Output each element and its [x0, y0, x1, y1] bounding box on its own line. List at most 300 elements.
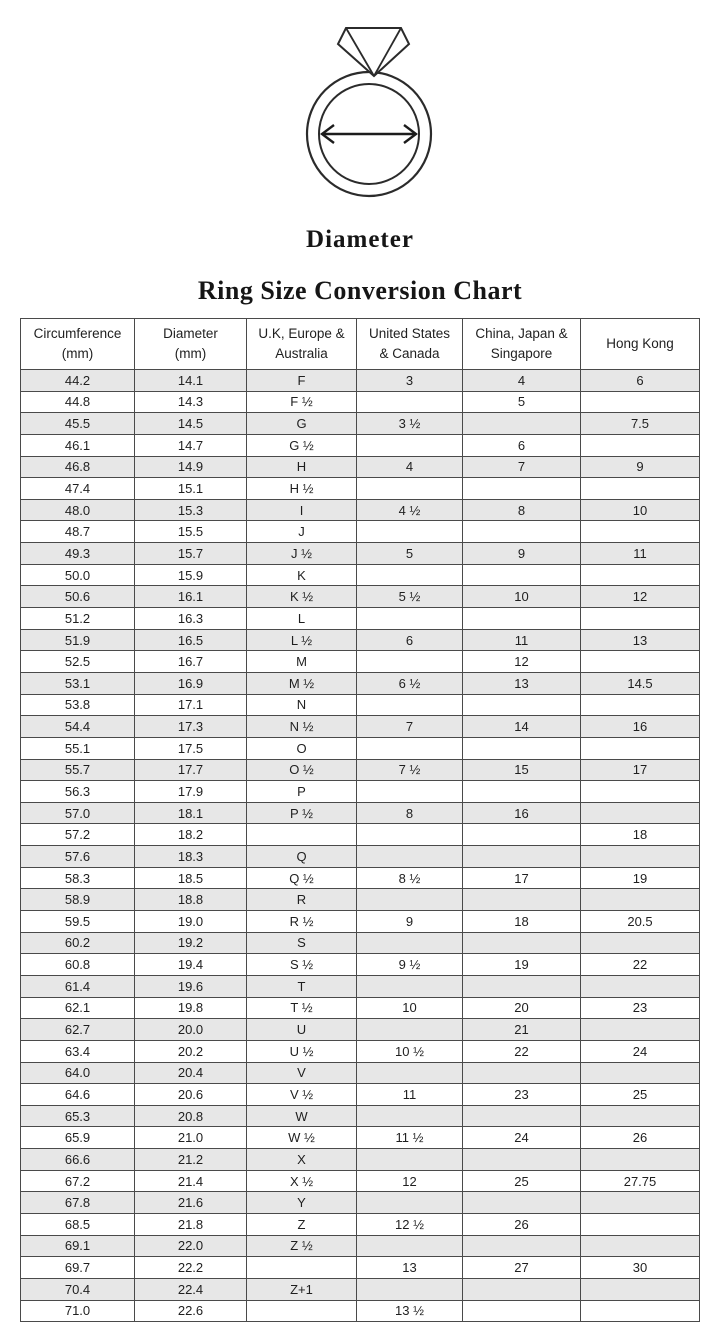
table-cell	[463, 846, 581, 868]
table-row	[21, 1257, 700, 1279]
table-cell	[247, 1257, 357, 1279]
table-cell: 65.9	[21, 1127, 135, 1149]
table-row	[21, 586, 700, 608]
table-cell: 55.7	[21, 759, 135, 781]
table-cell: 5	[463, 391, 581, 413]
table-cell	[463, 737, 581, 759]
table-cell: V	[247, 1062, 357, 1084]
table-cell: 67.8	[21, 1192, 135, 1214]
table-cell	[581, 932, 700, 954]
table-cell: 16.1	[135, 586, 247, 608]
table-cell: 4	[463, 370, 581, 392]
table-cell: W ½	[247, 1127, 357, 1149]
table-cell: 6	[581, 370, 700, 392]
column-header-line: (mm)	[174, 346, 207, 361]
table-cell: 67.2	[21, 1170, 135, 1192]
column-header	[581, 319, 700, 370]
table-cell	[463, 1192, 581, 1214]
table-row	[21, 975, 700, 997]
table-cell: 7.5	[581, 413, 700, 435]
table-cell: Z	[247, 1213, 357, 1235]
table-row	[21, 1149, 700, 1171]
table-cell: 7	[463, 456, 581, 478]
table-cell	[463, 478, 581, 500]
table-cell: 23	[463, 1084, 581, 1106]
table-row	[21, 1084, 700, 1106]
table-row	[21, 478, 700, 500]
table-row	[21, 391, 700, 413]
table-cell: 24	[463, 1127, 581, 1149]
table-cell	[357, 975, 463, 997]
table-cell: 16	[463, 802, 581, 824]
table-cell: 12 ½	[357, 1213, 463, 1235]
column-header	[135, 319, 247, 370]
table-cell	[581, 1105, 700, 1127]
table-cell: S ½	[247, 954, 357, 976]
table-cell: 56.3	[21, 781, 135, 803]
table-row	[21, 1062, 700, 1084]
table-cell	[357, 1019, 463, 1041]
table-cell: 44.8	[21, 391, 135, 413]
table-cell: 15.5	[135, 521, 247, 543]
table-cell: 21.6	[135, 1192, 247, 1214]
table-cell: 3 ½	[357, 413, 463, 435]
table-cell: 69.1	[21, 1235, 135, 1257]
table-cell: U ½	[247, 1040, 357, 1062]
table-cell	[357, 781, 463, 803]
table-cell	[581, 478, 700, 500]
column-header-line: Circumference	[33, 325, 122, 341]
table-cell: 19	[463, 954, 581, 976]
table-cell: N	[247, 694, 357, 716]
table-cell: I	[247, 499, 357, 521]
table-cell	[463, 781, 581, 803]
table-cell: R	[247, 889, 357, 911]
table-cell: 11	[463, 629, 581, 651]
table-cell: 20.8	[135, 1105, 247, 1127]
table-cell	[357, 1235, 463, 1257]
page-title: Ring Size Conversion Chart	[197, 276, 523, 305]
table-cell	[581, 1235, 700, 1257]
table-cell: 19.6	[135, 975, 247, 997]
column-header-line: (mm)	[61, 346, 94, 361]
table-cell: 9	[357, 911, 463, 933]
table-cell	[247, 1300, 357, 1322]
table-cell	[463, 1105, 581, 1127]
table-cell: 54.4	[21, 716, 135, 738]
table-row	[21, 716, 700, 738]
table-cell: 9	[581, 456, 700, 478]
table-cell: 22.0	[135, 1235, 247, 1257]
table-cell: 13	[357, 1257, 463, 1279]
table-cell	[463, 694, 581, 716]
table-cell: 48.0	[21, 499, 135, 521]
table-cell: 45.5	[21, 413, 135, 435]
table-row	[21, 737, 700, 759]
table-cell: 12	[581, 586, 700, 608]
table-cell: 18.3	[135, 846, 247, 868]
table-cell: 7	[357, 716, 463, 738]
table-cell	[581, 1278, 700, 1300]
table-cell: 6	[463, 434, 581, 456]
table-cell: 63.4	[21, 1040, 135, 1062]
table-cell: 71.0	[21, 1300, 135, 1322]
table-row	[21, 1278, 700, 1300]
table-cell: 22	[581, 954, 700, 976]
table-cell	[357, 608, 463, 630]
table-row	[21, 499, 700, 521]
table-cell: 6 ½	[357, 672, 463, 694]
table-cell: 14.5	[135, 413, 247, 435]
table-cell	[581, 1213, 700, 1235]
table-cell: 19	[581, 867, 700, 889]
table-body	[21, 370, 700, 1322]
table-cell: X ½	[247, 1170, 357, 1192]
table-cell	[357, 564, 463, 586]
table-cell: L ½	[247, 629, 357, 651]
table-cell: 70.4	[21, 1278, 135, 1300]
table-cell	[463, 564, 581, 586]
table-cell: 20	[463, 997, 581, 1019]
table-row	[21, 694, 700, 716]
table-cell: 27.75	[581, 1170, 700, 1192]
table-cell: Q	[247, 846, 357, 868]
table-cell: 17.9	[135, 781, 247, 803]
table-cell: 68.5	[21, 1213, 135, 1235]
table-row	[21, 1127, 700, 1149]
table-cell: 62.1	[21, 997, 135, 1019]
table-cell: 5 ½	[357, 586, 463, 608]
column-header-line: Hong Kong	[606, 335, 674, 351]
table-cell: 11 ½	[357, 1127, 463, 1149]
table-cell: 51.9	[21, 629, 135, 651]
table-cell: 10	[357, 997, 463, 1019]
table-row	[21, 932, 700, 954]
table-cell: 21.0	[135, 1127, 247, 1149]
table-cell: F ½	[247, 391, 357, 413]
table-cell: 16	[581, 716, 700, 738]
table-cell: 12	[463, 651, 581, 673]
table-cell	[581, 1019, 700, 1041]
table-row	[21, 456, 700, 478]
column-header	[357, 319, 463, 370]
table-cell: Z+1	[247, 1278, 357, 1300]
table-cell: 18.5	[135, 867, 247, 889]
table-cell	[357, 391, 463, 413]
table-cell	[463, 1235, 581, 1257]
table-cell	[357, 932, 463, 954]
table-cell: 22.2	[135, 1257, 247, 1279]
table-cell	[581, 846, 700, 868]
table-cell: 14.5	[581, 672, 700, 694]
column-header	[463, 319, 581, 370]
table-cell	[463, 975, 581, 997]
table-cell: 58.3	[21, 867, 135, 889]
table-cell: M	[247, 651, 357, 673]
table-cell: 22	[463, 1040, 581, 1062]
table-cell: 17	[463, 867, 581, 889]
table-cell: 21.4	[135, 1170, 247, 1192]
table-cell: 10	[463, 586, 581, 608]
table-cell: R ½	[247, 911, 357, 933]
table-row	[21, 413, 700, 435]
table-row	[21, 1235, 700, 1257]
table-cell	[463, 1062, 581, 1084]
table-cell: 5	[357, 543, 463, 565]
table-row	[21, 1040, 700, 1062]
table-cell	[357, 824, 463, 846]
table-cell: T ½	[247, 997, 357, 1019]
table-cell: 64.0	[21, 1062, 135, 1084]
table-cell: 13	[463, 672, 581, 694]
table-cell: 44.2	[21, 370, 135, 392]
table-cell: 22.6	[135, 1300, 247, 1322]
table-cell: 6	[357, 629, 463, 651]
table-cell	[581, 434, 700, 456]
table-cell: 50.6	[21, 586, 135, 608]
table-cell: 49.3	[21, 543, 135, 565]
table-cell: 18	[463, 911, 581, 933]
table-cell	[581, 391, 700, 413]
table-cell: 65.3	[21, 1105, 135, 1127]
table-cell	[463, 413, 581, 435]
column-header-line: Singapore	[490, 346, 553, 361]
table-cell: 15.1	[135, 478, 247, 500]
table-row	[21, 1192, 700, 1214]
table-cell: 18.8	[135, 889, 247, 911]
table-row	[21, 911, 700, 933]
table-cell: 66.6	[21, 1149, 135, 1171]
table-cell: W	[247, 1105, 357, 1127]
table-cell	[357, 478, 463, 500]
table-cell: 10 ½	[357, 1040, 463, 1062]
table-cell	[581, 608, 700, 630]
table-cell: 16.5	[135, 629, 247, 651]
table-cell: 8	[463, 499, 581, 521]
table-cell: 60.2	[21, 932, 135, 954]
table-cell: 18	[581, 824, 700, 846]
table-cell: 22.4	[135, 1278, 247, 1300]
table-cell: J	[247, 521, 357, 543]
table-header	[21, 319, 700, 370]
table-cell	[581, 694, 700, 716]
table-cell: 61.4	[21, 975, 135, 997]
table-cell: U	[247, 1019, 357, 1041]
table-row	[21, 1019, 700, 1041]
table-cell: 60.8	[21, 954, 135, 976]
table-cell	[357, 1192, 463, 1214]
table-row	[21, 889, 700, 911]
table-row	[21, 434, 700, 456]
table-cell: Y	[247, 1192, 357, 1214]
table-cell	[581, 975, 700, 997]
table-cell: 8 ½	[357, 867, 463, 889]
table-cell: 3	[357, 370, 463, 392]
table-cell: X	[247, 1149, 357, 1171]
table-cell: 8	[357, 802, 463, 824]
table-cell: 62.7	[21, 1019, 135, 1041]
table-cell	[581, 1149, 700, 1171]
table-cell	[463, 1278, 581, 1300]
table-cell	[463, 889, 581, 911]
table-cell	[247, 824, 357, 846]
table-cell: P	[247, 781, 357, 803]
table-cell	[463, 608, 581, 630]
table-cell: 19.2	[135, 932, 247, 954]
table-cell: Z ½	[247, 1235, 357, 1257]
table-cell: 19.4	[135, 954, 247, 976]
table-cell	[581, 1300, 700, 1322]
table-row	[21, 781, 700, 803]
table-cell: O ½	[247, 759, 357, 781]
table-cell: 53.1	[21, 672, 135, 694]
table-cell	[463, 932, 581, 954]
table-cell: 11	[357, 1084, 463, 1106]
table-cell: 26	[581, 1127, 700, 1149]
table-cell: 47.4	[21, 478, 135, 500]
table-cell: K	[247, 564, 357, 586]
table-cell: 46.1	[21, 434, 135, 456]
table-cell	[581, 1192, 700, 1214]
table-cell: 21.2	[135, 1149, 247, 1171]
table-cell: T	[247, 975, 357, 997]
table-cell	[581, 781, 700, 803]
column-header-line: Diameter	[163, 325, 218, 341]
table-cell: 48.7	[21, 521, 135, 543]
table-cell: 30	[581, 1257, 700, 1279]
column-header	[21, 319, 135, 370]
table-cell: 9 ½	[357, 954, 463, 976]
table-cell: 26	[463, 1213, 581, 1235]
table-row	[21, 954, 700, 976]
table-cell: L	[247, 608, 357, 630]
table-cell: H	[247, 456, 357, 478]
table-cell: 13	[581, 629, 700, 651]
table-cell: 18.2	[135, 824, 247, 846]
table-cell: 14.1	[135, 370, 247, 392]
table-cell: 53.8	[21, 694, 135, 716]
column-header	[247, 319, 357, 370]
table-cell: 20.5	[581, 911, 700, 933]
table-cell	[357, 846, 463, 868]
table-cell: 25	[463, 1170, 581, 1192]
table-cell: Q ½	[247, 867, 357, 889]
table-cell: 14.7	[135, 434, 247, 456]
table-cell: F	[247, 370, 357, 392]
table-cell	[357, 1105, 463, 1127]
table-cell: 58.9	[21, 889, 135, 911]
table-cell: 15	[463, 759, 581, 781]
table-cell: 9	[463, 543, 581, 565]
table-cell	[357, 1278, 463, 1300]
table-cell: 25	[581, 1084, 700, 1106]
table-row	[21, 1213, 700, 1235]
table-cell: 21.8	[135, 1213, 247, 1235]
table-cell: 15.7	[135, 543, 247, 565]
column-header-line: U.K, Europe &	[258, 325, 345, 341]
table-cell: 17.3	[135, 716, 247, 738]
table-cell: G ½	[247, 434, 357, 456]
table-cell: 46.8	[21, 456, 135, 478]
table-cell	[463, 1300, 581, 1322]
table-row	[21, 543, 700, 565]
table-cell: 10	[581, 499, 700, 521]
table-cell: J ½	[247, 543, 357, 565]
table-cell: 15.9	[135, 564, 247, 586]
table-cell: 12	[357, 1170, 463, 1192]
table-cell: 4	[357, 456, 463, 478]
table-cell: 20.6	[135, 1084, 247, 1106]
table-cell: 52.5	[21, 651, 135, 673]
table-cell	[357, 434, 463, 456]
table-row	[21, 1105, 700, 1127]
table-row	[21, 564, 700, 586]
table-cell: 16.7	[135, 651, 247, 673]
table-cell	[581, 521, 700, 543]
table-cell: 17.5	[135, 737, 247, 759]
table-cell: P ½	[247, 802, 357, 824]
table-row	[21, 1300, 700, 1322]
table-row	[21, 370, 700, 392]
table-cell	[581, 802, 700, 824]
column-header-line: China, Japan &	[475, 325, 568, 341]
table-cell: 20.4	[135, 1062, 247, 1084]
table-cell: 13 ½	[357, 1300, 463, 1322]
table-cell: H ½	[247, 478, 357, 500]
table-cell: N ½	[247, 716, 357, 738]
table-cell	[581, 737, 700, 759]
table-cell: 19.8	[135, 997, 247, 1019]
table-cell: 15.3	[135, 499, 247, 521]
table-row	[21, 629, 700, 651]
table-cell	[581, 1062, 700, 1084]
table-row	[21, 759, 700, 781]
column-header-line: United States	[368, 325, 451, 341]
table-cell	[357, 1062, 463, 1084]
table-cell: 57.0	[21, 802, 135, 824]
table-cell: 23	[581, 997, 700, 1019]
ring-diamond-diameter-arrow-icon	[0, 12, 720, 212]
table-cell	[463, 824, 581, 846]
table-cell	[357, 889, 463, 911]
table-cell: 14.9	[135, 456, 247, 478]
table-row	[21, 608, 700, 630]
table-cell: 17.1	[135, 694, 247, 716]
table-cell: S	[247, 932, 357, 954]
table-cell: 59.5	[21, 911, 135, 933]
table-cell: 19.0	[135, 911, 247, 933]
table-cell	[463, 1149, 581, 1171]
table-cell: 27	[463, 1257, 581, 1279]
table-cell: V ½	[247, 1084, 357, 1106]
diameter-label: Diameter	[306, 226, 414, 253]
table-row	[21, 867, 700, 889]
table-cell	[581, 889, 700, 911]
table-cell: K ½	[247, 586, 357, 608]
table-cell: M ½	[247, 672, 357, 694]
table-cell: 20.0	[135, 1019, 247, 1041]
table-cell: 16.3	[135, 608, 247, 630]
table-cell: 50.0	[21, 564, 135, 586]
table-cell: 18.1	[135, 802, 247, 824]
table-row	[21, 802, 700, 824]
table-row	[21, 672, 700, 694]
table-cell: G	[247, 413, 357, 435]
column-header-line: & Canada	[379, 346, 440, 361]
table-row	[21, 651, 700, 673]
table-cell: 64.6	[21, 1084, 135, 1106]
table-cell: 17.7	[135, 759, 247, 781]
